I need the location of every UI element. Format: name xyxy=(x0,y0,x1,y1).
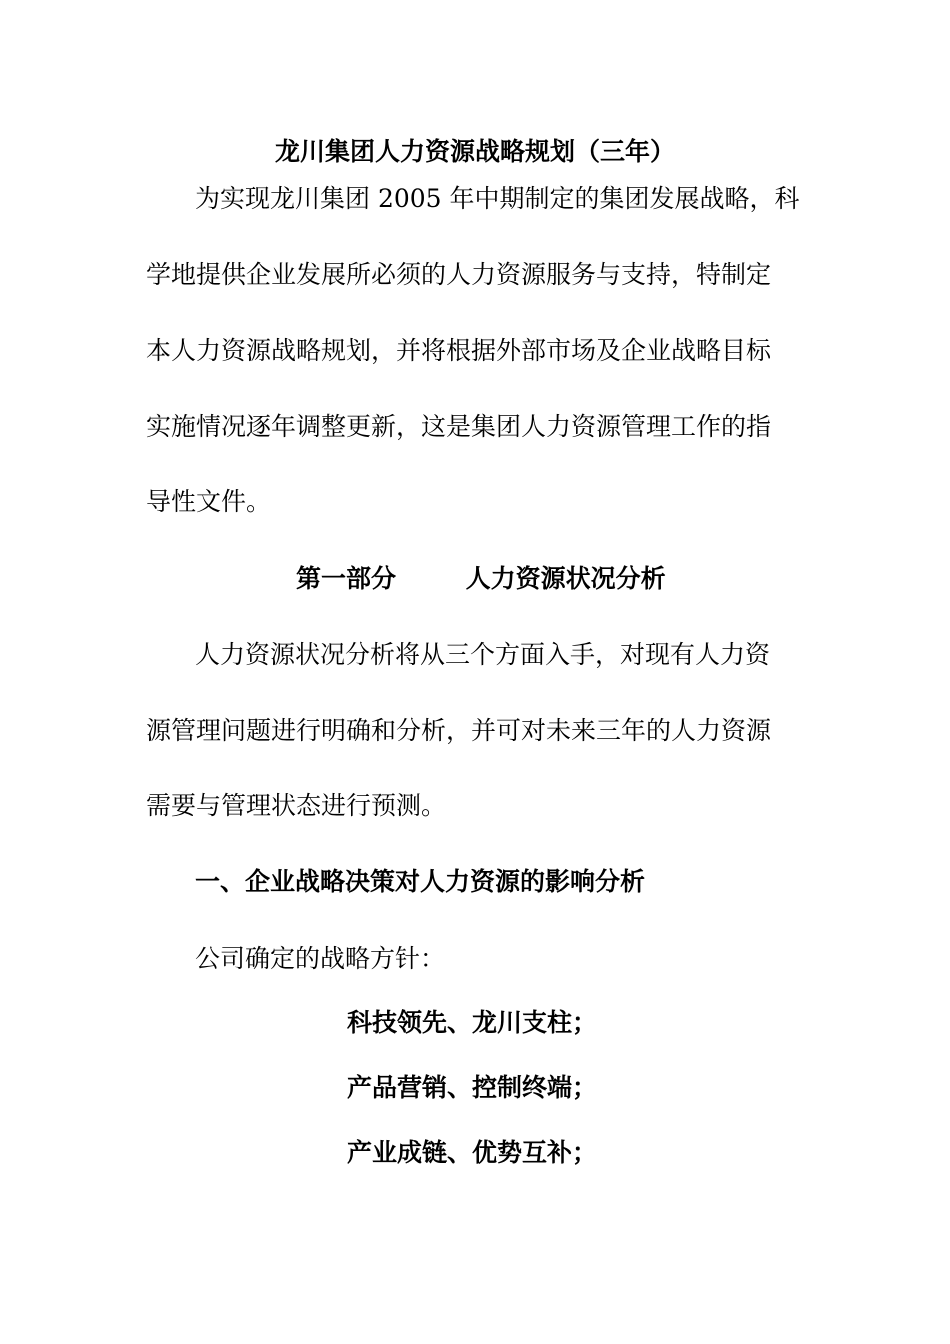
strategy-item: 科技领先、龙川支柱； xyxy=(347,1008,598,1037)
part1-line: 人力资源状况分析将从三个方面入手，对现有人力资 xyxy=(195,640,771,669)
part1-line: 需要与管理状态进行预测。 xyxy=(146,791,447,820)
part1-heading: 第一部分 人力资源状况分析 xyxy=(296,564,666,593)
intro-line: 实施情况逐年调整更新，这是集团人力资源管理工作的指 xyxy=(146,412,772,441)
intro-line: 学地提供企业发展所必须的人力资源服务与支持，特制定 xyxy=(146,260,772,289)
document-title: 龙川集团人力资源战略规划（三年） xyxy=(274,137,675,166)
intro-line: 导性文件。 xyxy=(146,487,272,516)
intro-line: 为实现龙川集团 2005 年中期制定的集团发展战略，科 xyxy=(195,184,800,213)
strategy-intro: 公司确定的战略方针： xyxy=(195,944,446,973)
section1-heading: 一、企业战略决策对人力资源的影响分析 xyxy=(195,867,646,896)
part1-line: 源管理问题进行明确和分析，并可对未来三年的人力资源 xyxy=(146,716,772,745)
strategy-item: 产品营销、控制终端； xyxy=(347,1073,598,1102)
intro-line: 本人力资源战略规划，并将根据外部市场及企业战略目标 xyxy=(146,336,772,365)
strategy-item: 产业成链、优势互补； xyxy=(347,1138,598,1167)
